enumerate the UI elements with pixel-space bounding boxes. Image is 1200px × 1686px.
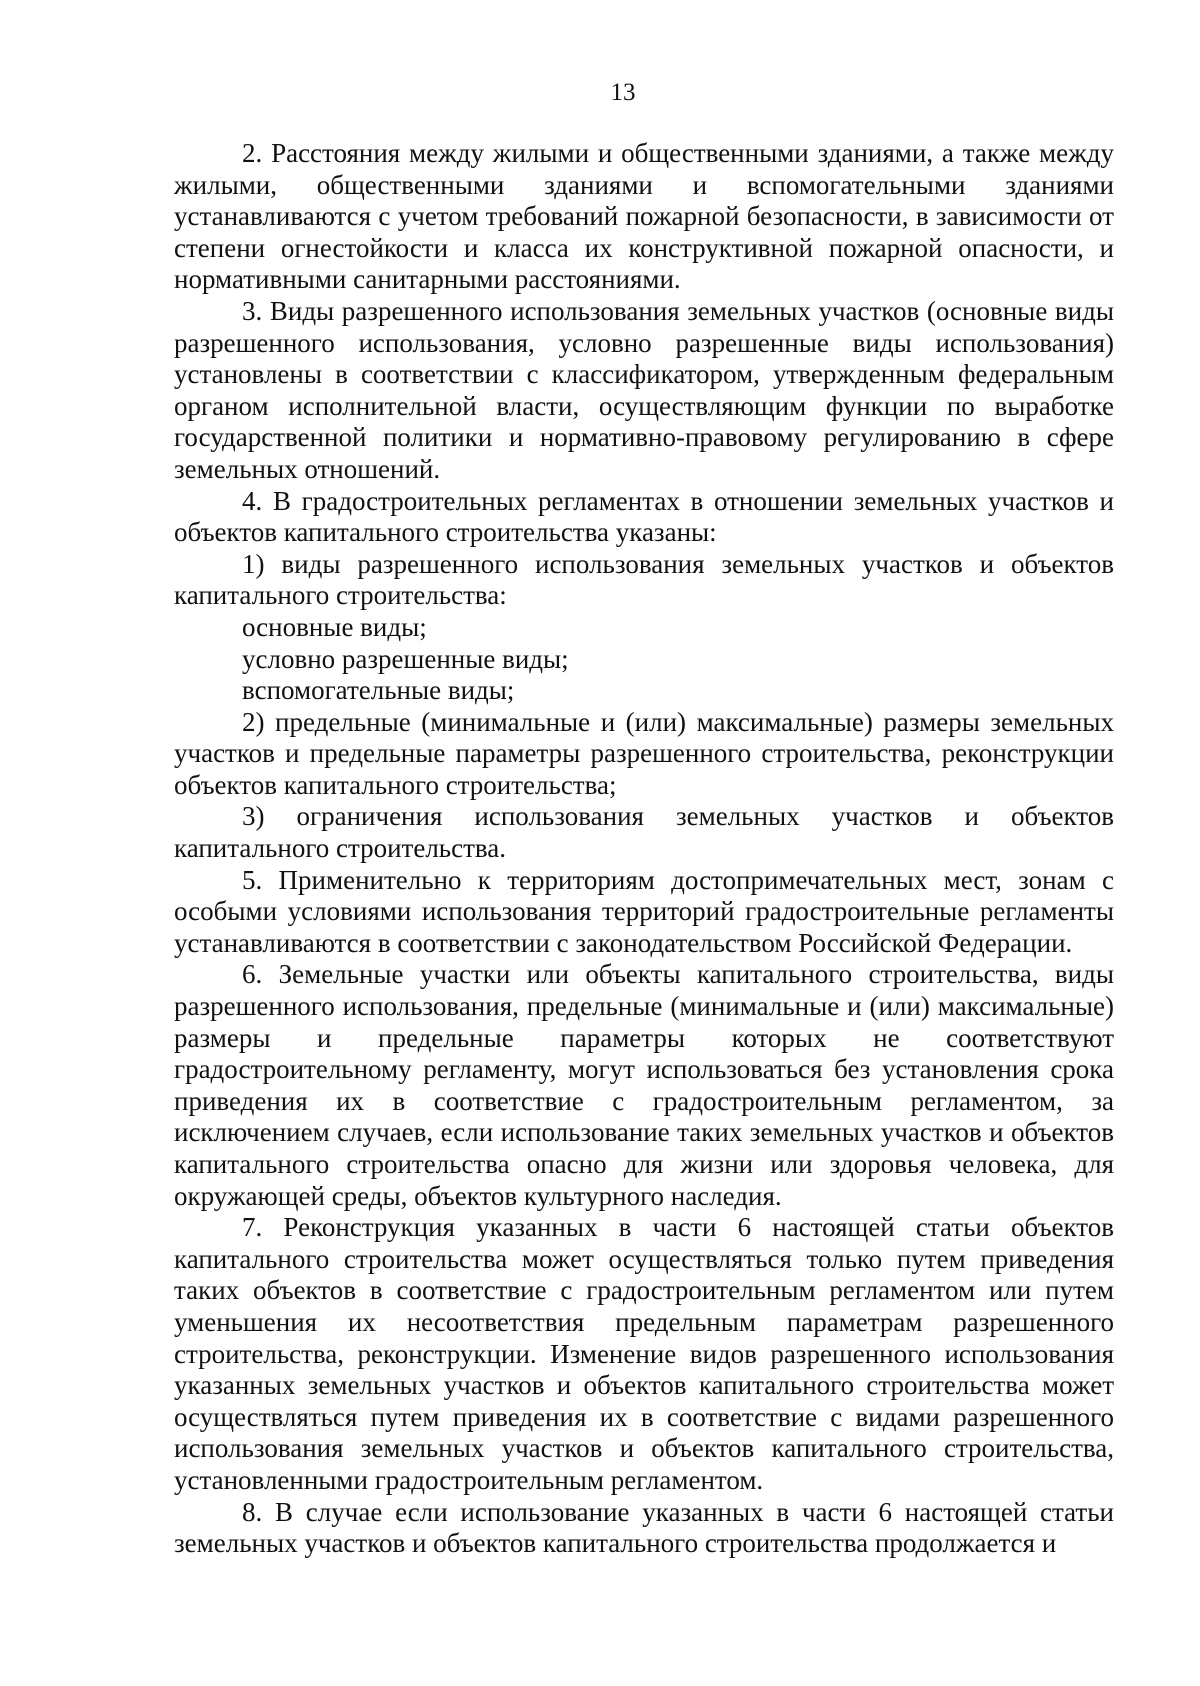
paragraph-4-item-1-main: основные виды; xyxy=(242,611,427,642)
paragraph-6: 6. Земельные участки или объекты капитального строительства, виды разрешенного использования, предельные (минимальные и (или) максимальные) размеры и предельные параметры которых не соответствуют градостроительному регламенту, могут использоваться без установления срока приведения их в соответствие с градостроительным регламентом, за исключением случаев, если использование таких земельных участков и объектов капитального строительства опасно для жизни или здоровья человека, для окружающей среды, объектов культурного наследия. xyxy=(174,959,1114,1211)
paragraph-4-item-1-conditional: условно разрешенные виды; xyxy=(242,643,569,674)
paragraph-7: 7. Реконструкция указанных в части 6 настоящей статьи объектов капитального строительства может осуществляться только путем приведения таких объектов в соответствие с градостроительным регламентом или путем уменьшения их несоответствия предельным параметрам разрешенного строительства, реконструкции. Изменение видов разрешенного использования указанных земельных участков и объектов капитального строительства может осуществляться путем приведения их в соответствие с видами разрешенного использования земельных участков и объектов капитального строительства, установленными градостроительным регламентом. xyxy=(174,1212,1114,1495)
paragraph-4-item-2: 2) предельные (минимальные и (или) максимальные) размеры земельных участков и предельные параметры разрешенного строительства, реконструкции объектов капитального строительства; xyxy=(174,706,1114,800)
paragraph-3: 3. Виды разрешенного использования земельных участков (основные виды разрешенного использования, условно разрешенные виды использования) установлены в соответствии с классификатором, утвержденным федеральным органом исполнительной власти, осуществляющим функции по выработке государственной политики и нормативно-правовому регулированию в сфере земельных отношений. xyxy=(174,295,1114,484)
paragraph-5: 5. Применительно к территориям достопримечательных мест, зонам с особыми условиями использования территорий градостроительные регламенты устанавливаются в соответствии с законодательством Российской Федерации. xyxy=(174,864,1114,958)
paragraph-4: 4. В градостроительных регламентах в отношении земельных участков и объектов капитального строительства указаны: xyxy=(174,485,1114,548)
paragraph-4-item-3: 3) ограничения использования земельных участков и объектов капитального строительства. xyxy=(174,801,1114,864)
paragraph-2: 2. Расстояния между жилыми и общественными зданиями, а также между жилыми, общественными зданиями и вспомогательными зданиями устанавливаются с учетом требований пожарной безопасности, в зависимости от степени огнестойкости и класса их конструктивной пожарной опасности, и нормативными санитарными расстояниями. xyxy=(174,138,1114,295)
page-number: 13 xyxy=(610,79,636,106)
paragraph-4-item-1: 1) виды разрешенного использования земельных участков и объектов капитального строительства: xyxy=(174,548,1114,611)
document-body xyxy=(174,138,1114,1560)
paragraph-8: 8. В случае если использование указанных в части 6 настоящей статьи земельных участков и объектов капитального строительства продолжается и xyxy=(174,1496,1114,1559)
paragraph-4-item-1-auxiliary: вспомогательные виды; xyxy=(242,675,515,706)
